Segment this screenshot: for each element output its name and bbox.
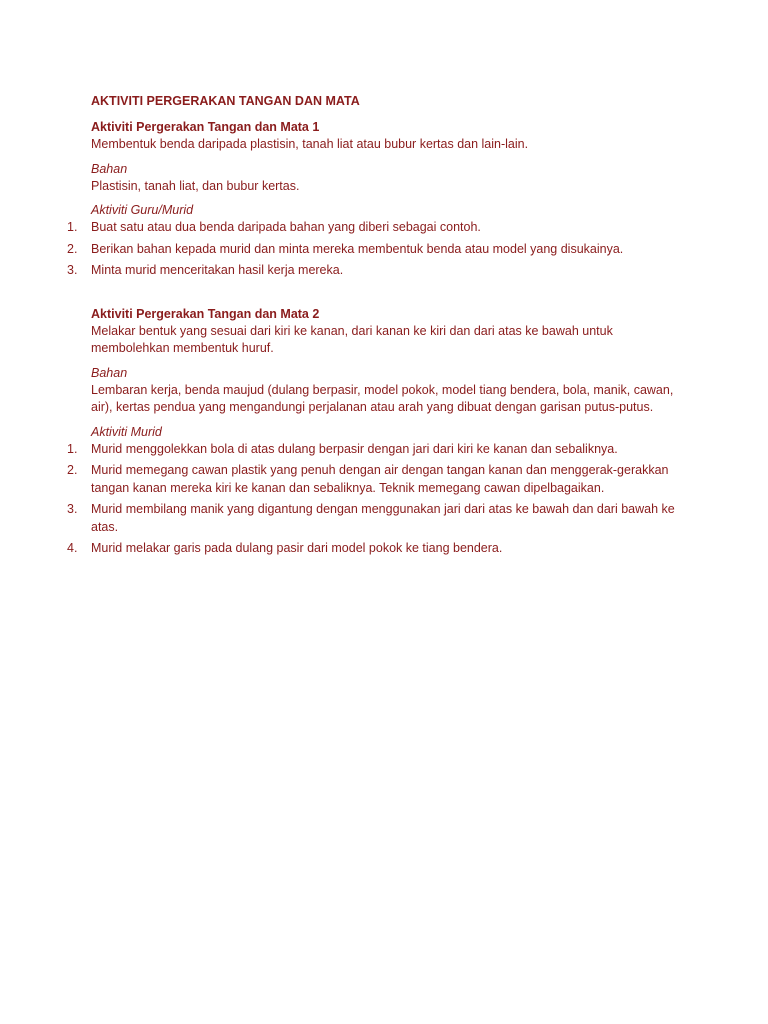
list-item bbox=[67, 441, 691, 459]
materials-label: Bahan bbox=[91, 365, 128, 380]
step-number: 1. bbox=[67, 220, 78, 234]
list-item bbox=[67, 540, 691, 558]
step-number: 3. bbox=[67, 263, 78, 277]
step-text: Minta murid menceritakan hasil kerja mereka. bbox=[91, 263, 344, 277]
list-item bbox=[67, 241, 691, 259]
materials-label: Bahan bbox=[91, 161, 128, 176]
step-text: Murid membilang manik yang digantung dengan menggunakan jari dari atas ke bawah dan dari bawah ke atas. bbox=[91, 502, 675, 534]
step-number: 4. bbox=[67, 541, 78, 555]
step-number: 3. bbox=[67, 502, 78, 516]
section-description: Membentuk benda daripada plastisin, tanah liat atau bubur kertas dan lain-lain. bbox=[91, 137, 529, 151]
step-number: 2. bbox=[67, 463, 78, 477]
list-item bbox=[67, 462, 691, 497]
step-number: 2. bbox=[67, 241, 78, 256]
section-1 bbox=[67, 119, 691, 280]
list-item bbox=[67, 262, 691, 280]
section-2 bbox=[67, 306, 691, 558]
document-title: AKTIVITI PERGERAKAN TANGAN DAN MATA bbox=[91, 94, 360, 108]
step-text: Murid memegang cawan plastik yang penuh dengan air dengan tangan kanan dan menggerak-gerakkan tangan kanan mereka kiri ke kanan dan sebaliknya. Teknik memegang cawan dipelbagaikan. bbox=[91, 463, 669, 495]
section-title: Aktiviti Pergerakan Tangan dan Mata 2 bbox=[91, 306, 320, 321]
step-text: Murid melakar garis pada dulang pasir dari model pokok ke tiang bendera. bbox=[91, 541, 503, 555]
document-content bbox=[67, 93, 691, 562]
list-item bbox=[67, 501, 691, 536]
section-description: Melakar bentuk yang sesuai dari kiri ke kanan, dari kanan ke kiri dan dari atas ke bawah untuk membolehkan membentuk huruf. bbox=[91, 323, 613, 355]
steps-list bbox=[67, 441, 691, 558]
step-text: Murid menggolekkan bola di atas dulang berpasir dengan jari dari kiri ke kanan dan sebaliknya. bbox=[91, 441, 618, 456]
activity-label: Aktiviti Murid bbox=[91, 424, 162, 439]
list-item bbox=[67, 219, 691, 237]
step-text: Buat satu atau dua benda daripada bahan yang diberi sebagai contoh. bbox=[91, 220, 481, 234]
step-text: Berikan bahan kepada murid dan minta mereka membentuk benda atau model yang disukainya. bbox=[91, 241, 624, 256]
materials-text: Plastisin, tanah liat, dan bubur kertas. bbox=[91, 178, 300, 193]
step-number: 1. bbox=[67, 441, 78, 456]
materials-text: Lembaran kerja, benda maujud (dulang berpasir, model pokok, model tiang bendera, bola, manik, cawan, air), kertas pendua yang mengandungi perjalanan atau arah yang dibuat dengan garisan putus-putus. bbox=[91, 382, 674, 414]
section-title: Aktiviti Pergerakan Tangan dan Mata 1 bbox=[91, 120, 320, 134]
steps-list bbox=[67, 219, 691, 280]
activity-label: Aktiviti Guru/Murid bbox=[91, 203, 194, 217]
